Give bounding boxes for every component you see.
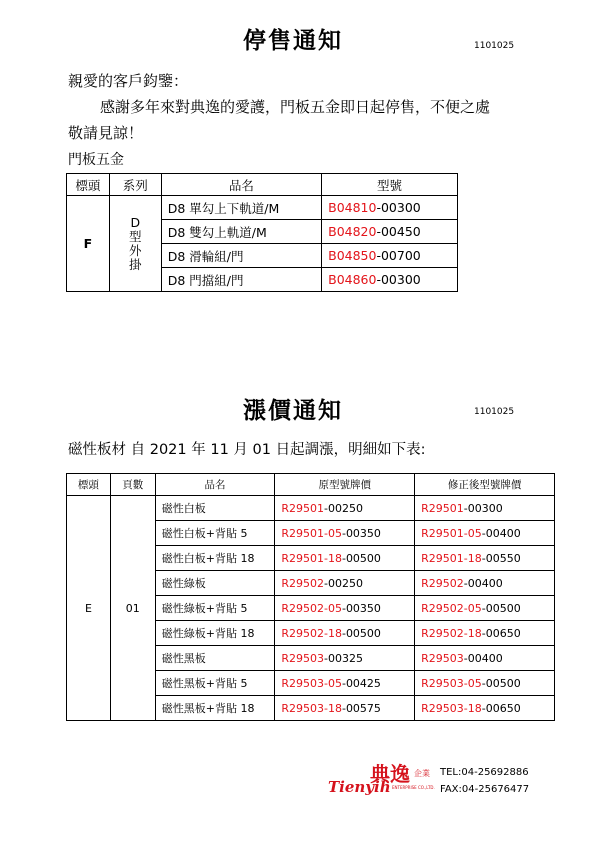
series-cell [109,196,161,292]
notice2-intro: 磁性板材 自 2021 年 11 月 01 日起調漲，明細如下表: [68,442,426,458]
logo-tagline: ENTERPRISE CO.,LTD. [392,785,435,790]
greeting: 親愛的客戶鈞鑒： [68,72,189,90]
new-code-rest: -00500 [481,601,521,615]
old-code-rest: -00575 [341,701,381,715]
old-price-code [275,546,415,571]
notice1-line1: 感謝多年來對典逸的愛護，門板五金即日起停售，不便之處 [100,98,491,116]
new-code-red: R29502 [421,576,464,590]
model-code-rest: -00700 [376,248,421,263]
new-code-red: R29502-05 [421,601,482,615]
model-code-red: B04860 [328,272,377,287]
header-name: 品名 [161,174,321,196]
notice2-doc-number: 1101025 [474,407,515,417]
old-code-rest: -00325 [324,651,363,665]
product-name: 磁性綠板 [155,571,275,596]
new-price-code [415,696,555,721]
model-code-rest: -00300 [376,200,421,215]
new-code-red: R29501-18 [421,551,482,565]
model-code-red: B04820 [328,224,377,239]
model-code [322,244,458,268]
new-code-red: R29501-05 [421,526,482,540]
fax: FAX:04-25676477 [440,784,530,795]
old-price-code [275,571,415,596]
old-price-code [275,696,415,721]
notice1-doc-number: 1101025 [474,41,515,51]
header-new-price: 修正後型號牌價 [415,474,555,496]
product-name: D8 門擋組/門 [161,268,321,292]
old-code-red: R29501 [281,501,324,515]
old-code-red: R29503-18 [281,701,342,715]
series-char: 型 [129,228,142,244]
old-code-red: R29501-05 [281,526,342,540]
product-name: 磁性白板+背貼 18 [155,546,275,571]
new-price-code [415,671,555,696]
prefix-cell: E [67,496,111,721]
new-code-red: R29502-18 [421,626,482,640]
product-name: 磁性白板 [155,496,275,521]
new-code-rest: -00300 [463,501,503,515]
product-name: 磁性白板+背貼 5 [155,521,275,546]
product-name: 磁性黑板+背貼 18 [155,696,275,721]
notice1-line2: 敬請見諒！ [68,124,144,142]
product-name: 磁性黑板 [155,646,275,671]
old-price-code [275,521,415,546]
header-old-price: 原型號牌價 [275,474,415,496]
old-code-red: R29502-05 [281,601,342,615]
product-name: D8 滑輪組/門 [161,244,321,268]
new-code-red: R29503-05 [421,676,482,690]
series-char: 外 [129,242,142,258]
product-name: 磁性綠板+背貼 18 [155,621,275,646]
old-code-rest: -00500 [341,626,381,640]
old-price-code [275,496,415,521]
header-prefix: 標頭 [67,174,110,196]
series-char: D [130,214,141,230]
product-name: 磁性綠板+背貼 5 [155,596,275,621]
model-code-red: B04850 [328,248,377,263]
old-code-red: R29503-05 [281,676,342,690]
new-code-rest: -00650 [481,626,521,640]
new-code-rest: -00650 [481,701,521,715]
table-header-row [67,474,555,496]
new-price-code [415,546,555,571]
logo-english: Tienyih [328,778,391,796]
header-page: 頁數 [110,474,155,496]
old-code-red: R29503 [281,651,324,665]
header-model: 型號 [322,174,458,196]
contact-info [440,764,529,798]
old-price-code [275,646,415,671]
old-code-red: R29502 [281,576,324,590]
page-cell: 01 [110,496,155,721]
header-series: 系列 [109,174,161,196]
prefix-cell: F [67,196,110,292]
new-code-red: R29503-18 [421,701,482,715]
new-price-code [415,596,555,621]
notice1-section-title: 門板五金 [68,152,124,168]
old-price-code [275,621,415,646]
new-code-rest: -00400 [481,526,521,540]
new-code-rest: -00400 [463,576,503,590]
discontinued-table [66,173,458,292]
old-code-rest: -00350 [341,601,381,615]
notice1-title: 停售通知 [243,28,343,54]
old-code-red: R29501-18 [281,551,342,565]
logo-suffix: 企業 [414,769,430,778]
old-code-rest: -00250 [324,501,363,515]
product-name: 磁性黑板+背貼 5 [155,671,275,696]
tel: TEL:04-25692886 [440,767,529,778]
new-code-rest: -00550 [481,551,521,565]
old-price-code [275,671,415,696]
table-row [67,496,555,521]
new-code-rest: -00500 [481,676,521,690]
table-row [67,196,458,220]
new-price-code [415,496,555,521]
old-price-code [275,596,415,621]
new-price-code [415,646,555,671]
product-name: D8 雙勾上軌道/M [161,220,321,244]
price-increase-table [66,473,555,721]
new-code-red: R29503 [421,651,464,665]
model-code [322,268,458,292]
logo-chinese: 典逸 [370,762,410,786]
table-header-row [67,174,458,196]
old-code-red: R29502-18 [281,626,342,640]
old-code-rest: -00500 [341,551,381,565]
new-price-code [415,621,555,646]
series-char: 掛 [129,256,142,272]
old-code-rest: -00350 [341,526,381,540]
model-code-rest: -00300 [376,272,421,287]
company-logo [328,758,438,800]
model-code-red: B04810 [328,200,377,215]
new-price-code [415,521,555,546]
old-code-rest: -00250 [324,576,363,590]
product-name: D8 單勾上下軌道/M [161,196,321,220]
notice2-title: 漲價通知 [243,398,343,424]
old-code-rest: -00425 [341,676,381,690]
header-prefix: 標頭 [67,474,111,496]
new-code-red: R29501 [421,501,464,515]
new-code-rest: -00400 [463,651,503,665]
new-price-code [415,571,555,596]
model-code [322,196,458,220]
header-name: 品名 [155,474,275,496]
model-code-rest: -00450 [376,224,421,239]
model-code [322,220,458,244]
